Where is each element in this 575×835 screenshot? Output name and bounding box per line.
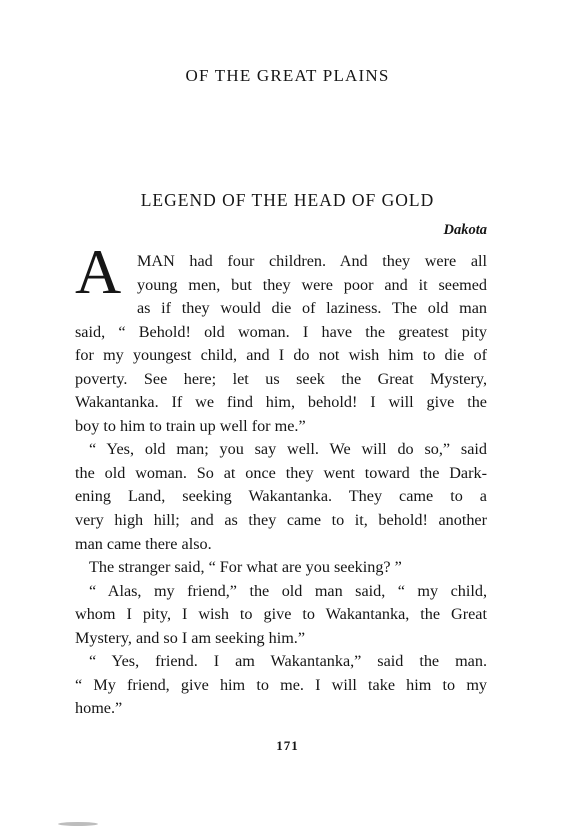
text-line: very high hill; and as they came to it, behold! another xyxy=(75,511,487,530)
text-line: young men, but they were poor and it seemed xyxy=(137,275,487,294)
text-line: ening Land, seeking Wakantanka. They came to a xyxy=(75,487,487,506)
text-line: “ Alas, my friend,” the old man said, “ my child, xyxy=(89,581,487,600)
text-line: as if they would die of laziness. The old man xyxy=(137,299,487,318)
text-line: “ Yes, friend. I am Wakantanka,” said the man. xyxy=(89,652,487,671)
text-line: MAN had four children. And they were all xyxy=(137,252,487,270)
text-line: Wakantanka. If we find him, behold! I will give the xyxy=(75,393,487,412)
page-number: 171 xyxy=(276,738,299,753)
text-line: said, “ Behold! old woman. I have the greatest pity xyxy=(75,322,487,341)
chapter-title: LEGEND OF THE HEAD OF GOLD xyxy=(140,190,435,210)
tribe-attribution: Dakota xyxy=(443,222,487,238)
text-line: whom I pity, I wish to give to Wakantanka, the Great xyxy=(75,605,487,624)
running-head: OF THE GREAT PLAINS xyxy=(185,66,390,85)
text-line: “ My friend, give him to me. I will take him to my xyxy=(75,675,487,694)
scan-smudge xyxy=(58,822,98,826)
text-line: the old woman. So at once they went toward the Dark- xyxy=(75,463,487,482)
text-line: poverty. See here; let us seek the Great Mystery, xyxy=(75,369,487,388)
text-line: “ Yes, old man; you say well. We will do so,” said xyxy=(89,440,487,459)
drop-cap: A xyxy=(75,236,122,307)
text-line: for my youngest child, and I do not wish him to die of xyxy=(75,346,487,365)
text-line: boy to him to train up well for me.” xyxy=(75,416,306,435)
text-line: home.” xyxy=(75,699,123,718)
text-line: Mystery, and so I am seeking him.” xyxy=(75,628,306,647)
text-line: man came there also. xyxy=(75,534,212,553)
text-line: The stranger said, “ For what are you seeking? ” xyxy=(89,558,402,577)
body-text xyxy=(75,250,487,721)
